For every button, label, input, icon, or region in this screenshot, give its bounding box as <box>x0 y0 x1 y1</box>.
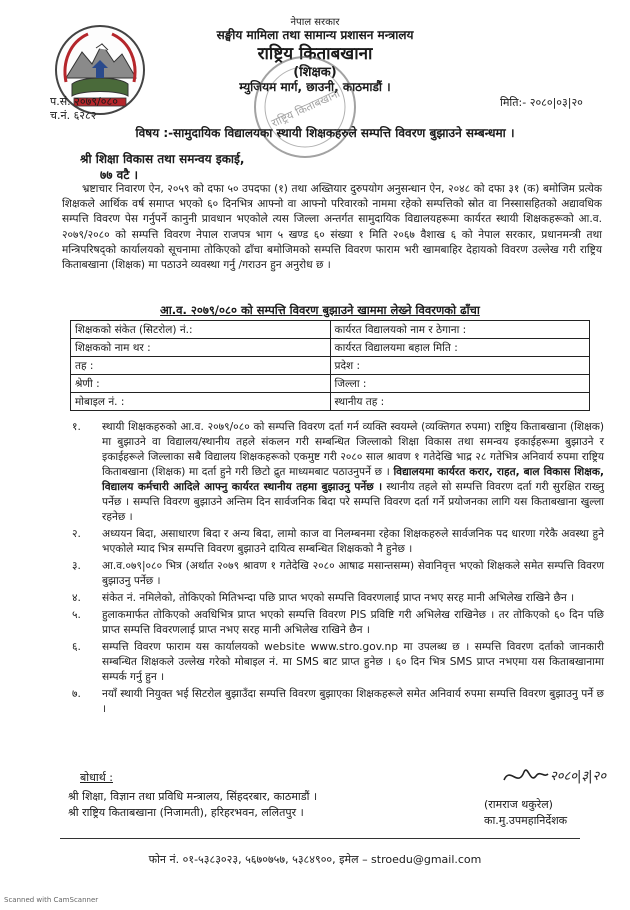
list-item-text: संकेत नं. नमिलेको, तोकिएको मितिभन्दा पछि प्राप्त भएको सम्पत्ति विवरणलाई प्राप्त नभए सरह मानी अभिलेख राखिने छैन । <box>102 592 575 604</box>
list-item-number: ६. <box>72 641 81 653</box>
list-item-number: १. <box>72 421 81 433</box>
footer-divider <box>60 838 580 839</box>
list-item-text: अध्ययन बिदा, असाधारण बिदा र अन्य बिदा, लामो काज वा निलम्बनमा रहेका शिक्षकहरुले सार्वजनिक पद धारणा गरेकै अवस्था हुने भएकोले म्याद भित्र सम्पत्ति विवरण बुझाउने दायित्व सम्बन्धित शिक्षकको नै हुनेछ । <box>102 528 604 555</box>
table-row <box>71 375 590 393</box>
table-cell: श्रेणी : <box>71 375 331 393</box>
table-cell: कार्यरत विद्यालयमा बहाल मिति : <box>330 339 590 357</box>
table-row <box>71 321 590 339</box>
signature-date: २०८०|३|२० <box>550 769 607 784</box>
handwritten-signature-icon <box>500 758 610 792</box>
dispatch-number: च.नं. ६२८२ <box>50 109 97 122</box>
list-item-text: हुलाकमार्फत तोकिएको अवधिभित्र प्राप्त भएको सम्पत्ति विवरण PIS प्रविष्टि गरी अभिलेख राखिनेछ । तर तोकिएको ६० दिन पछि प्राप्त सम्पत्ति विवरणलाई प्राप्त नभए सरह मानी अभिलेख राखिने छैन । <box>102 609 604 636</box>
header-office-sub: (शिक्षक) <box>293 65 337 80</box>
list-item-text: स्थानीय तहले सो सम्पत्ति विवरण दर्ता गरी सुरक्षित राख्नु पर्नेछ । सम्पत्ति विवरण बुझाउने अन्तिम दिन सार्वजनिक बिदा परे सम्पत्ति विवरण दर्ता गर्ने प्रयोजनका लागि यस किताबखाना खुल्ला रहनेछ । <box>102 481 604 523</box>
table-cell: शिक्षकको संकेत (सिटरोल) नं.: <box>71 321 331 339</box>
list-item <box>62 591 604 606</box>
list-item-text: सम्पत्ति विवरण फाराम यस कार्यालयको website www.stro.gov.np मा उपलब्ध छ । सम्पत्ति विवरण दर्ताको जानकारी सम्बन्धित शिक्षकले उल्लेख गरेको मोबाइल नं. मा SMS बाट प्राप्त हुनेछ । ६० दिन भित्र SMS प्राप्त नभएमा यस किताबखानामा सम्पर्क गर्नु हुन । <box>102 641 604 683</box>
office-stamp-icon <box>250 52 360 162</box>
list-item <box>62 640 604 685</box>
subject-line: विषय :-सामुदायिक विद्यालयका स्थायी शिक्षकहरुले सम्पत्ति विवरण बुझाउने सम्बन्धमा । <box>135 126 515 140</box>
table-row <box>71 339 590 357</box>
table-cell: स्थानीय तह : <box>330 393 590 411</box>
list-item-number: ७. <box>72 688 81 700</box>
body-paragraph: भ्रष्टाचार निवारण ऐन, २०५९ को दफा ५० उपदफा (१) तथा अख्तियार दुरुपयोग अनुसन्धान ऐन, २०४८ को दफा ३१ (क) बमोजिम प्रत्येक शिक्षकले आर्थिक वर्ष समाप्त भएको ६० दिनभित्र आफ्नो वा आफ्नो परिवारको नाममा रहेको सम्पत्तिको स्रोत वा निस्सासहितको अद्यावधिक सम्पत्ति विवरण पेस गर्नुपर्ने कानुनी प्रावधान भएकोले त्यस जिल्ला अन्तर्गत सामुदायिक विद्यालयहरूमा कार्यरत स्थायी शिक्षकहरूको आ.व. २०७९/२०८० को सम्पत्ति विवरण नेपाल राजपत्र भाग ५ खण्ड ६० संख्या १ मिति २०६७ वैशाख ६ को नेपाल सरकार, प्रधानमन्त्री तथा मन्त्रिपरिषद्को कार्यालयको सूचनामा तोकिएको ढाँचा बमोजिमको सम्पत्ति विवरण फाराम भरी खामबाहिर देहायको विवरण उल्लेख गरी राष्ट्रिय किताबखाना (शिक्षक) मा पठाउने व्यवस्था गर्नु /गराउन हुन अनुरोध छ । <box>62 183 602 272</box>
cc-label: बोधार्थ : <box>80 771 113 784</box>
letter-number: प.सं. २०७९/०८० <box>50 95 118 108</box>
instructions-list <box>62 420 604 719</box>
addressee: श्री शिक्षा विकास तथा समन्वय इकाई, <box>80 152 245 166</box>
footer-contact: फोन नं. ०१-५३८३०२३, ५६७०७५७, ५३८४९००, इमेल – stroedu@gmail.com <box>148 853 482 866</box>
header-office: राष्ट्रिय किताबखाना <box>257 44 373 64</box>
cc-item: श्री शिक्षा, विज्ञान तथा प्रविधि मन्त्रालय, सिंहदरबार, काठमाडौं । <box>68 790 318 803</box>
list-item <box>62 608 604 638</box>
signatory-title: का.मु.उपमहानिर्देशक <box>484 814 568 827</box>
table-cell: मोबाइल नं. : <box>71 393 331 411</box>
table-cell: जिल्ला : <box>330 375 590 393</box>
list-item <box>62 527 604 557</box>
letter-date: मिति:- २०८०|०३|२० <box>500 96 583 109</box>
table-title: आ.व. २०७९/०८० को सम्पत्ति विवरण बुझाउने खाममा लेख्ने विवरणको ढाँचा <box>160 303 480 317</box>
list-item-text: नयाँ स्थायी नियुक्त भई सिटरोल बुझाउँदा सम्पत्ति विवरण बुझाएका शिक्षकहरूले समेत अनिवार्य रुपमा सम्पत्ति विवरण बुझाउनु पर्ने छ । <box>102 688 604 715</box>
list-item-emphasis: विद्यालयमा कार्यरत करार, राहत, बाल विकास शिक्षक, विद्यालय कर्मचारी आदिले आफ्नु कार्यरत स्थानीय तहमा बुझाउनु पर्नेछ । <box>102 466 604 493</box>
envelope-details-table <box>70 320 590 411</box>
table-row <box>71 393 590 411</box>
table-cell: प्रदेश : <box>330 357 590 375</box>
list-item-number: ४. <box>72 592 81 604</box>
signatory-name: (रामराज थकुरेल) <box>484 798 553 811</box>
list-item-number: ५. <box>72 609 81 621</box>
table-cell: शिक्षकको नाम थर : <box>71 339 331 357</box>
cc-item: श्री राष्ट्रिय किताबखाना (निजामती), हरिहरभवन, ललितपुर । <box>68 806 304 819</box>
table-row <box>71 357 590 375</box>
list-item <box>62 420 604 525</box>
list-item <box>62 687 604 717</box>
header-government: नेपाल सरकार <box>290 17 340 28</box>
svg-text:राष्ट्रिय किताबखाना: राष्ट्रिय किताबखाना <box>269 86 342 130</box>
scanner-watermark: Scanned with CamScanner <box>4 896 99 904</box>
list-item-text: स्थायी शिक्षकहरुको आ.व. २०७९/०८० को सम्पत्ति विवरण दर्ता गर्न व्यक्ति स्वयम्ले (व्यक्तिगत रुपमा) राष्ट्रिय किताबखाना (शिक्षक) मा बुझाउने वा विद्यालय/स्थानीय तहले संकलन गरी सम्बन्धित जिल्लाको शिक्षा विकास तथा समन्वय इकाईहरूमा बुझाउने र इकाईहरूले जिल्लाका सबै विद्यालय शिक्षकहरूको एकमुष्ट गरी २०८० साल श्रावण १ गतेदेखि भाद्र २८ गतेभित्र अनिवार्य रुपमा राष्ट्रिय किताबखाना (शिक्षक) मा दर्ता हुने गरी छिटो द्रुत माध्यमबाट पठाउनुपर्ने छ । <box>102 421 604 478</box>
list-item-number: २. <box>72 528 81 540</box>
table-cell: कार्यरत विद्यालयको नाम र ठेगाना : <box>330 321 590 339</box>
reference-numbers <box>50 95 118 123</box>
list-item <box>62 559 604 589</box>
table-cell: तह : <box>71 357 331 375</box>
header-address: म्युजियम मार्ग, छाउनी, काठमाडौं । <box>239 80 391 94</box>
addressee-count: ७७ वटै । <box>100 168 139 182</box>
header-ministry: सङ्घीय मामिला तथा सामान्य प्रशासन मन्त्रालय <box>216 28 414 42</box>
list-item-text: आ.व.०७९|०८० भित्र (अर्थात २०७९ श्रावण १ गतेदेखि २०८० आषाढ मसान्तसम्म) सेवानिवृत्त भएको शिक्षकले समेत सम्पत्ति विवरण बुझाउनु पर्नेछ । <box>102 560 604 587</box>
list-item-number: ३. <box>72 560 81 572</box>
